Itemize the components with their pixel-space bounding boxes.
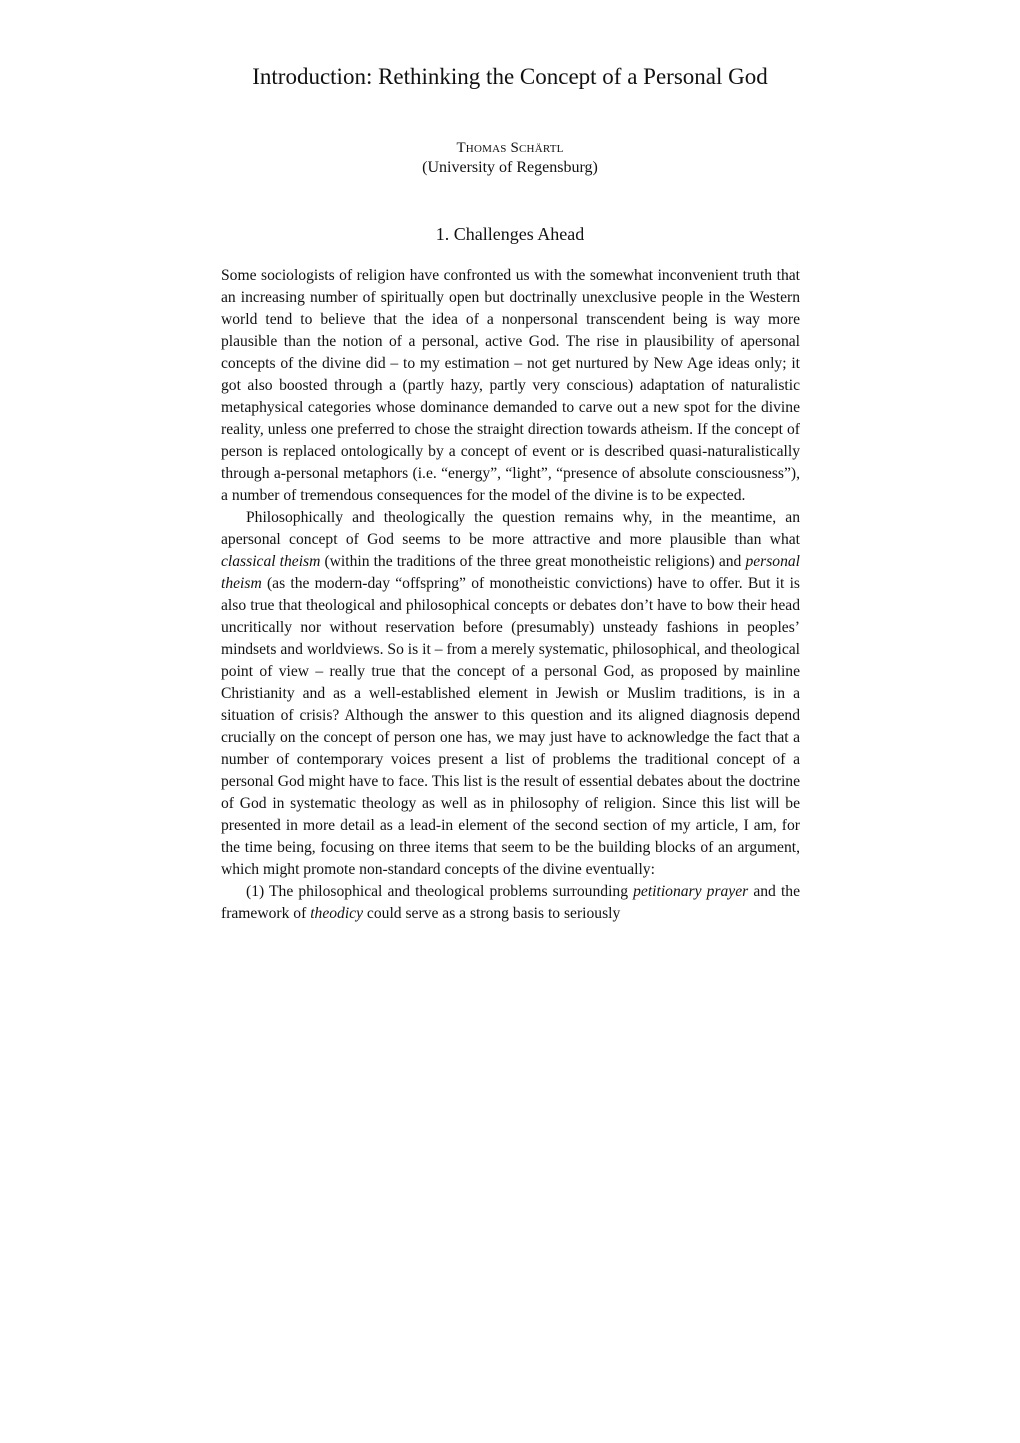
paper-title: Introduction: Rethinking the Concept of a Personal God: [252, 64, 768, 89]
author-name: Thomas Schärtl: [456, 140, 564, 156]
paragraph-3: [221, 881, 800, 925]
body-text: [221, 265, 800, 925]
emphasis-personal-theism: personal theism: [221, 553, 801, 592]
section-heading: 1. Challenges Ahead: [435, 224, 585, 244]
emphasis-classical-theism: classical theism: [221, 553, 321, 570]
paragraph-2: [221, 507, 800, 881]
paragraph-3-text-c: could serve as a strong basis to seriously: [363, 905, 621, 922]
paragraph-3-text-a: (1) The philosophical and theological problems surrounding: [246, 883, 634, 900]
emphasis-theodicy: theodicy: [310, 905, 364, 922]
paragraph-3-text-b: and the framework of: [221, 883, 800, 922]
paragraph-2-text-a: Philosophically and theologically the question remains why, in the meantime, an apersonal concept of God seems to be more attractive and more plausible than what: [221, 509, 800, 548]
author-affiliation: (University of Regensburg): [422, 159, 598, 176]
paragraph-1: Some sociologists of religion have confronted us with the somewhat inconvenient truth that an increasing number of spiritually open but doctrinally unexclusive people in the Western world tend to believe that the idea of a nonpersonal transcendent being is way more plausible than the notion of a personal, active God. The rise in plausibility of apersonal concepts of the divine did – to my estimation – not get nurtured by New Age ideas only; it got also boosted through a (partly hazy, partly very conscious) adaptation of naturalistic metaphysical categories whose dominance demanded to carve out a new spot for the divine reality, unless one preferred to chose the straight direction towards atheism. If the concept of person is replaced ontologically by a concept of event or is described quasi-naturalistically through a-personal metaphors (i.e. “energy”, “light”, “presence of absolute consciousness”), a number of tremendous consequences for the model of the divine is to be expected.: [221, 267, 800, 504]
emphasis-petitionary-prayer: petitionary prayer: [633, 883, 749, 900]
paragraph-2-text-c: (as the modern-day “offspring” of monotheistic convictions) have to offer. But it is also true that theological and philosophical concepts or debates don’t have to bow their head uncritically nor without reservation before (presumably) unsteady fashions in peoples’ mindsets and worldviews. So is it – from a merely systematic, philosophical, and theological point of view – really true that the concept of a personal God, as proposed by mainline Christianity and as a well-established element in Jewish or Muslim traditions, is in a situation of crisis? Although the answer to this question and its aligned diagnosis depend crucially on the concept of person one has, we may just have to acknowledge the fact that a number of contemporary voices present a list of problems the traditional concept of a personal God might have to face. This list is the result of essential debates about the doctrine of God in systematic theology as well as in philosophy of religion. Since this list will be presented in more detail as a lead-in element of the second section of my article, I am, for the time being, focusing on three items that seem to be the building blocks of an argument, which might promote non-standard concepts of the divine eventually:: [221, 575, 800, 878]
paragraph-2-text-b: (within the traditions of the three great monotheistic religions) and: [320, 553, 746, 570]
